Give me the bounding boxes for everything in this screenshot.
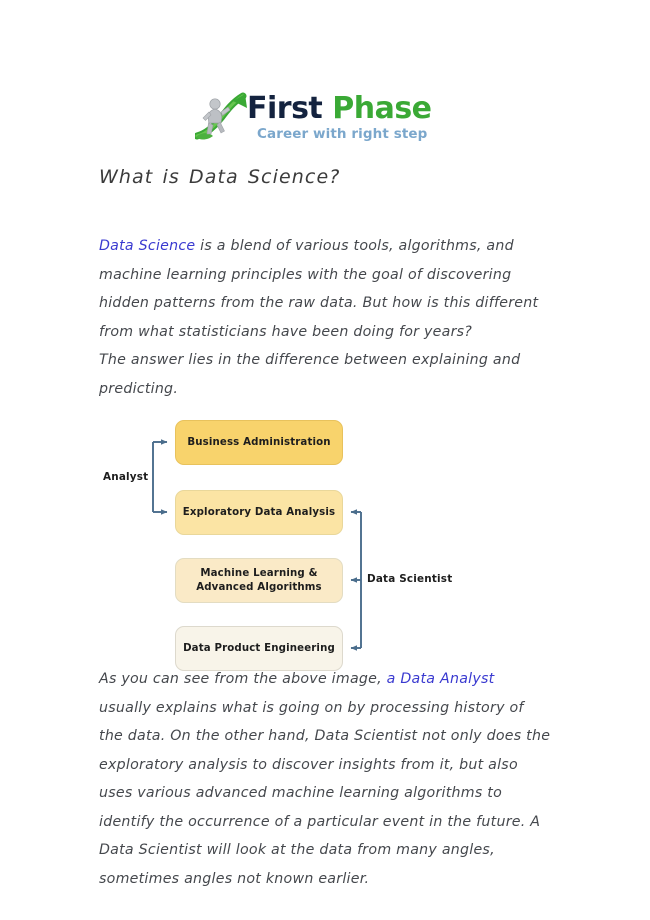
diagram-box-label-line2: Advanced Algorithms [196, 581, 322, 593]
diagram-box-label: Business Administration [187, 436, 331, 448]
intro-paragraph [99, 232, 551, 403]
data-science-link[interactable]: Data Science [99, 238, 196, 254]
climbing-figure-green-arrow-logo-icon [195, 92, 251, 140]
logo-word-first: First [247, 91, 323, 126]
logo-wordmark [247, 92, 432, 126]
intro-paragraph-body: is a blend of various tools, algorithms, and machine learning principles with the goal of discovering hidden patterns from the raw data. But how is this different from what statisticians have been doing for years? [99, 238, 539, 340]
diagram-label-analyst: Analyst [103, 471, 149, 483]
outro-paragraph-after: usually explains what is going on by processing history of the data. On the other hand, Data Scientist not only does the exploratory analysis to discover insights from it, but also uses various advanced machine learning algorithms to identify the occurrence of a particular event in the future. A Data Scientist will look at the data from many angles, sometimes angles not known earlier. [99, 699, 551, 887]
site-logo [0, 92, 650, 154]
diagram-box-business-administration[interactable] [175, 420, 343, 465]
outro-paragraph [99, 665, 551, 893]
diagram-box-label-line1: Machine Learning & [200, 567, 318, 579]
diagram-box-machine-learning[interactable] [175, 558, 343, 603]
diagram-box-exploratory-data-analysis[interactable] [175, 490, 343, 535]
diagram-label-data-scientist: Data Scientist [367, 573, 453, 585]
page-title: What is Data Science? [99, 166, 341, 188]
diagram-box-label [196, 567, 322, 595]
logo-inner [195, 92, 455, 154]
analyst-data-scientist-diagram [99, 406, 479, 661]
diagram-box-label: Data Product Engineering [183, 642, 335, 654]
data-analyst-link[interactable]: a Data Analyst [386, 671, 495, 687]
logo-word-phase: Phase [332, 91, 432, 126]
diagram-box-label: Exploratory Data Analysis [182, 506, 336, 518]
outro-paragraph-before: As you can see from the above image, [99, 671, 387, 687]
logo-tagline: Career with right step [257, 126, 428, 142]
intro-paragraph-second-line: The answer lies in the difference between explaining and predicting. [99, 352, 521, 397]
